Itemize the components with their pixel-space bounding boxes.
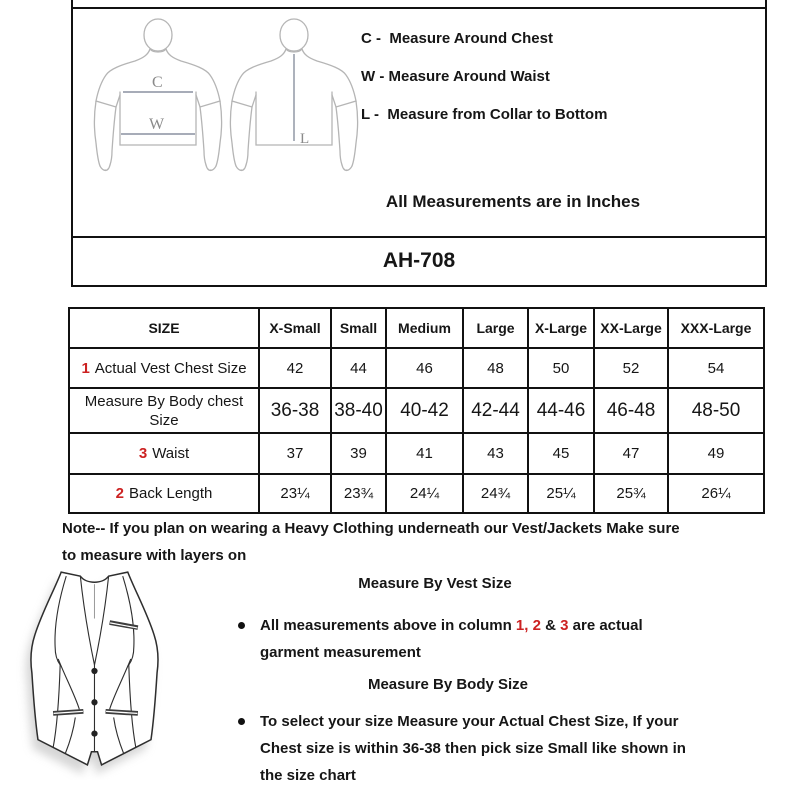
row-label [69,474,259,513]
cell: 46 [386,348,463,388]
row-number: 2 [115,485,124,502]
bullet-line-3: the size chart [260,767,356,784]
column-refs-red: 1, 2 [515,617,541,634]
legend-chest: C - Measure Around Chest [361,30,553,47]
chest-letter: C [152,74,163,91]
cell: 47 [594,433,668,474]
cell: 25¾ [594,474,668,513]
row-label [69,433,259,474]
column-ref-red: 3 [560,617,569,634]
cell: 41 [386,433,463,474]
header-xlarge: X-Large [528,308,594,348]
cell: 44-46 [528,388,594,433]
waist-letter: W [149,116,165,133]
header-medium: Medium [386,308,463,348]
body-size-bullet [238,708,718,789]
note-line-2: to measure with layers on [62,547,247,564]
bullet-icon [238,718,245,725]
body-measurement-figures [83,12,383,184]
header-size: SIZE [69,308,259,348]
table-row-waist [69,433,764,474]
legend-length: L - Measure from Collar to Bottom [361,106,608,123]
length-letter: L [300,131,310,147]
cell: 48-50 [668,388,764,433]
row-label [69,388,259,433]
bullet-icon [238,622,245,629]
cell: 42 [259,348,331,388]
row-label-text: Actual Vest Chest Size [94,359,247,377]
table-row-body-chest [69,388,764,433]
cell: 54 [668,348,764,388]
legend-waist: W - Measure Around Waist [361,68,550,85]
row-label [69,348,259,388]
row-number: 1 [81,359,90,377]
bullet-line-2: Chest size is within 36-38 then pick size Small like shown in [260,740,686,757]
row-label-text: Waist [152,445,190,462]
bullet-text-part: All measurements above in column [260,617,516,634]
cell: 48 [463,348,528,388]
bullet-line-2: garment measurement [260,644,421,661]
cell: 50 [528,348,594,388]
vest-size-bullet [238,612,708,666]
cell: 25¼ [528,474,594,513]
bullet-text [260,612,643,666]
cell: 46-48 [594,388,668,433]
model-number: AH-708 [73,236,765,285]
measurement-legend [361,30,607,144]
bullet-text-part: are actual [568,617,643,634]
cell: 23¼ [259,474,331,513]
units-note: All Measurements are in Inches [385,192,641,211]
size-table [68,307,765,514]
cell: 40-42 [386,388,463,433]
cell: 42-44 [463,388,528,433]
cell: 44 [331,348,386,388]
measure-by-body-heading: Measure By Body Size [367,676,529,693]
cell: 43 [463,433,528,474]
bullet-line-1: To select your size Measure your Actual Chest Size, If your [260,713,679,730]
table-row-vest-chest [69,348,764,388]
table-header-row [69,308,764,348]
bullet-line-1 [260,612,643,639]
cell: 52 [594,348,668,388]
vest-illustration [6,560,188,780]
header-small: Small [331,308,386,348]
bullet-text-part: & [540,617,561,634]
cell: 26¼ [668,474,764,513]
top-divider-line [73,7,765,9]
header-xsmall: X-Small [259,308,331,348]
cell: 49 [668,433,764,474]
cell: 23¾ [331,474,386,513]
note-line-1: Note-- If you plan on wearing a Heavy Clothing underneath our Vest/Jackets Make sure [62,520,680,537]
cell: 37 [259,433,331,474]
header-xxlarge: XX-Large [594,308,668,348]
row-label-text: Measure By Body chest Size [84,392,244,429]
row-number: 3 [138,445,148,462]
cell: 24¾ [463,474,528,513]
header-large: Large [463,308,528,348]
table-row-back-length [69,474,764,513]
measurement-info-box [71,0,767,287]
cell: 38-40 [331,388,386,433]
bullet-text [260,708,686,789]
header-xxxlarge: XXX-Large [668,308,764,348]
cell: 45 [528,433,594,474]
cell: 24¼ [386,474,463,513]
cell: 39 [331,433,386,474]
measure-by-vest-heading: Measure By Vest Size [358,575,512,592]
cell: 36-38 [259,388,331,433]
row-label-text: Back Length [128,485,213,502]
